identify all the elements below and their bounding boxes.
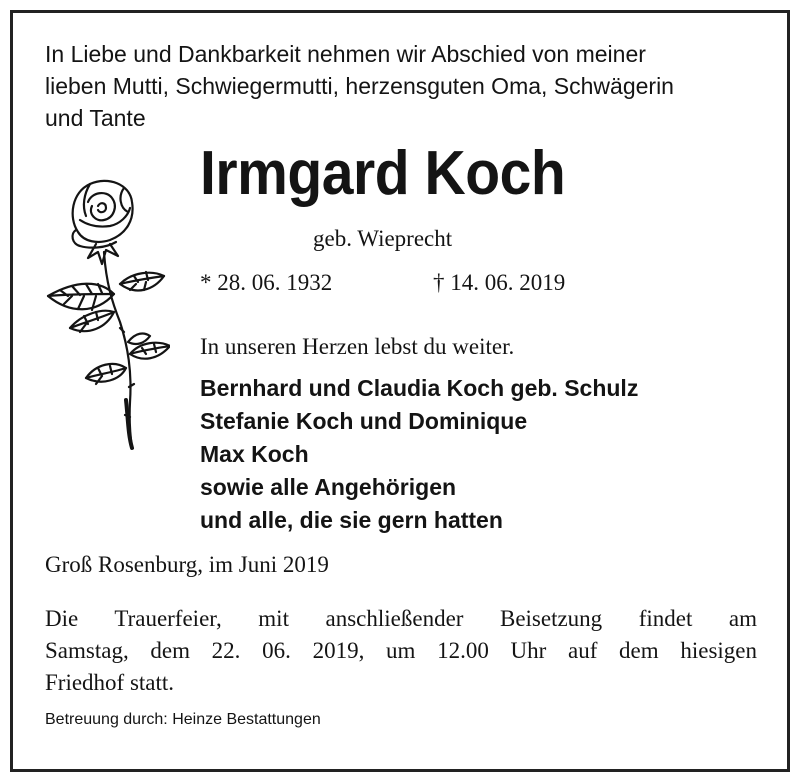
mourner-line: und alle, die sie gern hatten <box>200 507 503 533</box>
rose-icon <box>40 172 170 452</box>
funeral-line-3: Friedhof statt. <box>45 670 175 695</box>
mourners-list <box>200 372 638 537</box>
intro-line-1: In Liebe und Dankbarkeit nehmen wir Abschied von meiner <box>45 41 646 67</box>
birth-date: * 28. 06. 1932 <box>200 270 333 295</box>
funeral-line-1: Die Trauerfeier, mit anschließender Beisetzung findet am <box>45 606 757 631</box>
death-date: † 14. 06. 2019 <box>433 270 566 295</box>
mourner-line: Bernhard und Claudia Koch geb. Schulz <box>200 375 639 401</box>
mourner-line: Max Koch <box>200 441 309 467</box>
maiden-name: geb. Wieprecht <box>313 226 453 251</box>
intro-line-2: lieben Mutti, Schwiegermutti, herzensguten Oma, Schwägerin <box>45 73 674 99</box>
intro-text <box>45 38 765 134</box>
funeral-service-credit: Betreuung durch: Heinze Bestattungen <box>45 711 321 728</box>
mourner-line: sowie alle Angehörigen <box>200 474 457 500</box>
funeral-line-2: Samstag, dem 22. 06. 2019, um 12.00 Uhr auf dem hiesigen <box>45 638 757 663</box>
mourner-line: Stefanie Koch und Dominique <box>200 408 528 434</box>
deceased-name: Irmgard Koch <box>200 139 566 208</box>
intro-line-3: und Tante <box>45 105 146 131</box>
motto: In unseren Herzen lebst du weiter. <box>200 334 515 359</box>
funeral-info <box>45 603 757 699</box>
place-and-date: Groß Rosenburg, im Juni 2019 <box>45 552 329 577</box>
